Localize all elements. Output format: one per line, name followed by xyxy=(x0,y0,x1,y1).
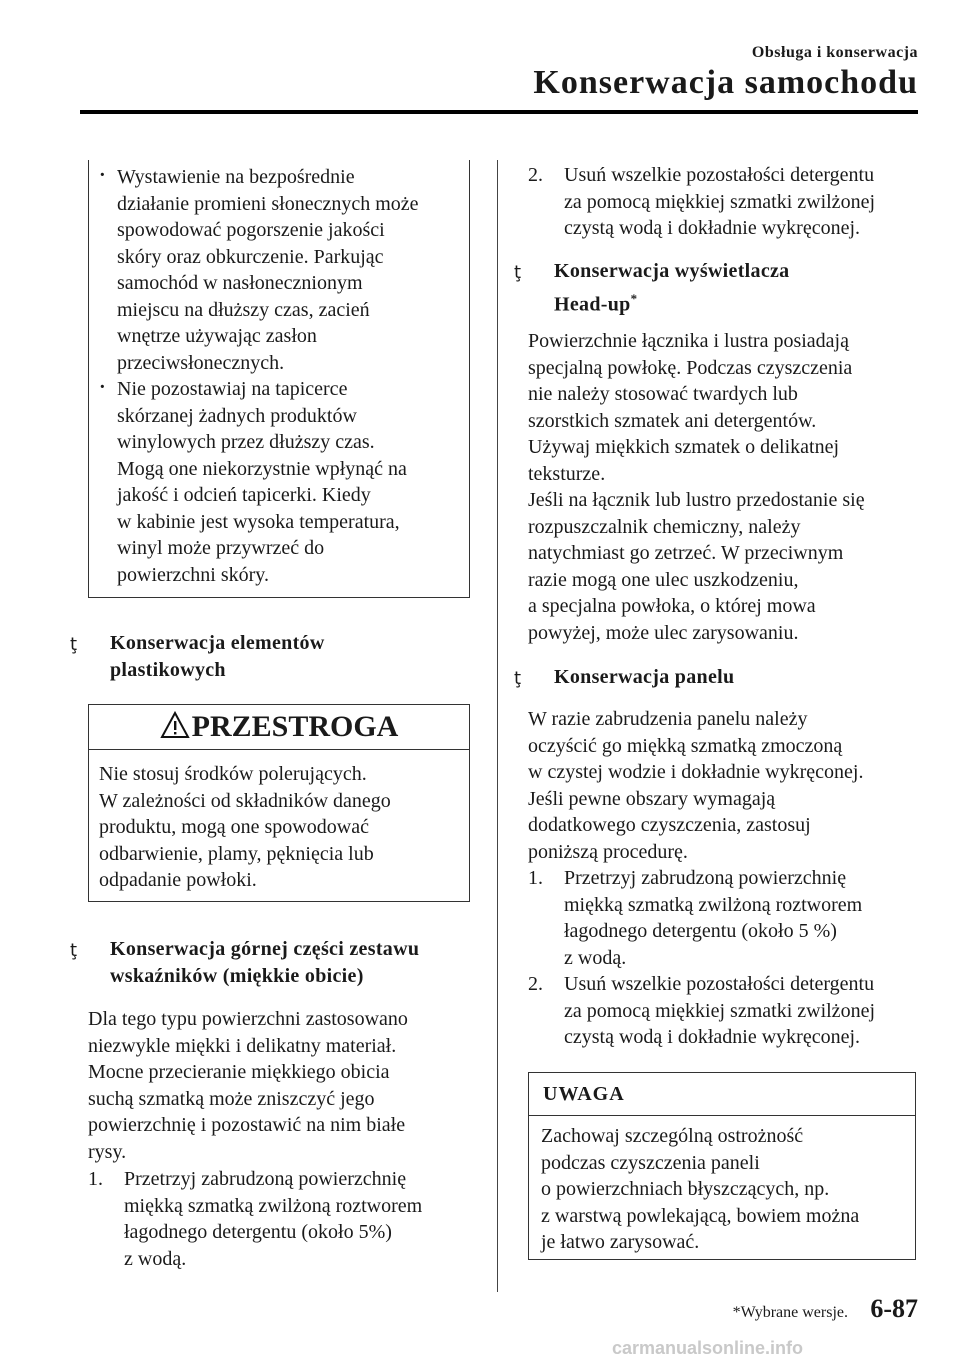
text-line: podczas czyszczenia paneli xyxy=(541,1151,760,1174)
text-line: Zachowaj szczególną ostrożność xyxy=(541,1125,804,1147)
text-line: Usuń wszelkie pozostałości detergentu xyxy=(564,973,875,995)
text-line: oczyścić go miękką szmatką zmoczoną xyxy=(528,734,843,757)
text-line: Nie stosuj środków polerujących. xyxy=(99,763,367,785)
text-line: winyl może przywrzeć do xyxy=(117,537,325,559)
text-line: poniższą procedurę. xyxy=(528,840,688,863)
text-line: dodatkowego czyszczenia, zastosuj xyxy=(528,814,811,836)
text-line: suchą szmatką może zniszczyć jego xyxy=(88,1087,375,1110)
note-box xyxy=(528,1072,916,1260)
text-line: przeciwsłonecznych. xyxy=(117,351,285,374)
text-line: z warstwą powlekającą, bowiem można xyxy=(541,1204,860,1227)
text-line: skóry oraz obkurczenie. Parkując xyxy=(117,245,384,268)
text-line: łagodnego detergentu (około 5%) xyxy=(124,1221,392,1243)
step-number: 1. xyxy=(528,867,543,889)
text-line: czystą wodą i dokładnie wykręconej. xyxy=(564,217,861,239)
text-line: miejscu na dłuższy czas, zacień xyxy=(117,298,370,321)
text-line: Usuń wszelkie pozostałości detergentu xyxy=(564,164,875,186)
text-line: wnętrze używając zasłon xyxy=(117,325,317,347)
text-line: W zależności od składników danego xyxy=(99,789,391,812)
text-line: nie należy stosować twardych lub xyxy=(528,383,798,405)
text-line: natychmiast go zetrzeć. W przeciwnym xyxy=(528,542,844,564)
text-line: Używaj miękkich szmatek o delikatnej xyxy=(528,436,840,458)
section-body xyxy=(528,706,863,865)
text-line: odpadanie powłoki. xyxy=(99,869,257,891)
text-line: W razie zabrudzenia panelu należy xyxy=(528,708,808,730)
text-line: za pomocą miękkiej szmatki zwilżonej xyxy=(564,190,875,213)
section-heading: Konserwacja elementów plastikowych xyxy=(110,632,325,681)
text-line: specjalną powłokę. Podczas czyszczenia xyxy=(528,356,853,379)
text-line: Nie pozostawiaj na tapicerce xyxy=(117,378,348,400)
header-rule xyxy=(80,110,918,114)
text-line: powyżej, może ulec zarysowaniu. xyxy=(528,621,799,644)
text-line: Dla tego typu powierzchni zastosowano xyxy=(88,1008,408,1030)
footnote: *Wybrane wersje. xyxy=(732,1304,848,1321)
chapter-label: Obsługa i konserwacja xyxy=(751,44,918,61)
section-marker-icon: ţ xyxy=(70,940,78,961)
section-body xyxy=(88,1006,408,1165)
text-line: jakość i odcień tapicerki. Kiedy xyxy=(117,484,371,506)
warning-icon xyxy=(160,711,190,739)
text-line: powierzchni skóry. xyxy=(117,563,269,586)
text-line: niezwykle miękki i delikatny materiał. xyxy=(88,1034,397,1057)
text-line: a specjalna powłoka, o której mowa xyxy=(528,595,816,617)
text-line: w kabinie jest wysoka temperatura, xyxy=(117,510,400,533)
caution-title: PRZESTROGA xyxy=(191,710,399,743)
text-line: razie mogą one ulec uszkodzeniu, xyxy=(528,568,799,591)
text-line: czystą wodą i dokładnie wykręconej. xyxy=(564,1026,861,1048)
text-line: odbarwienie, plamy, pęknięcia lub xyxy=(99,842,374,865)
caution-header xyxy=(89,705,469,750)
text-line: samochód w nasłonecznionym xyxy=(117,272,363,294)
text-line: Mocne przecieranie miękkiego obicia xyxy=(88,1061,390,1083)
column-divider xyxy=(497,160,498,1292)
caution-box xyxy=(88,704,470,902)
text-line: łagodnego detergentu (około 5 %) xyxy=(564,920,837,942)
text-line: powierzchnię i pozostawić na nim białe xyxy=(88,1114,406,1136)
text-line: spowodować pogorszenie jakości xyxy=(117,219,385,241)
text-line: Jeśli pewne obszary wymagają xyxy=(528,787,776,810)
step-number: 1. xyxy=(88,1168,103,1190)
text-line: działanie promieni słonecznych może xyxy=(117,192,419,215)
text-line: za pomocą miękkiej szmatki zwilżonej xyxy=(564,999,875,1022)
section-marker-icon: ţ xyxy=(70,634,78,655)
text-line: Mogą one niekorzystnie wpłynąć na xyxy=(117,457,407,480)
text-line: z wodą. xyxy=(564,946,627,969)
text-line: Przetrzyj zabrudzoną powierzchnię xyxy=(124,1168,407,1190)
text-line: miękką szmatką zwilżoną roztworem xyxy=(124,1194,423,1217)
text-line: skórzanej żadnych produktów xyxy=(117,404,357,427)
text-line: z wodą. xyxy=(124,1247,187,1270)
text-line: produktu, mogą one spowodować xyxy=(99,816,369,838)
page-number: 6-87 xyxy=(870,1294,918,1323)
section-heading: Konserwacja górnej części zestawu wskaźników (miękkie obicie) xyxy=(110,938,420,987)
section-marker-icon: ţ xyxy=(514,262,522,283)
text-line: w czystej wodzie i dokładnie wykręconej. xyxy=(528,761,864,783)
bullet-dot: · xyxy=(99,376,106,398)
text-line: miękką szmatką zwilżoną roztworem xyxy=(564,893,863,916)
bullet-dot: · xyxy=(99,164,106,186)
text-line: teksturze. xyxy=(528,462,606,485)
text-line: o powierzchniach błyszczących, np. xyxy=(541,1178,830,1200)
text-line: Powierzchnie łącznika i lustra posiadają xyxy=(528,330,849,352)
bullet-box xyxy=(88,160,470,598)
section-marker-icon: ţ xyxy=(514,668,522,689)
page-title: Konserwacja samochodu xyxy=(533,64,918,101)
section-heading: Konserwacja panelu xyxy=(554,666,735,688)
text-line: szorstkich szmatek ani detergentów. xyxy=(528,409,817,432)
text-line: Wystawienie na bezpośrednie xyxy=(117,166,355,188)
text-line: rysy. xyxy=(88,1140,127,1163)
step-number: 2. xyxy=(528,973,543,995)
section-body xyxy=(528,328,865,646)
watermark: carmanualsonline.info xyxy=(612,1338,804,1358)
note-header: UWAGA xyxy=(529,1073,915,1116)
text-line: winylowych przez dłuższy czas. xyxy=(117,431,375,453)
text-line: je łatwo zarysować. xyxy=(541,1231,700,1253)
section-heading: Konserwacja wyświetlacza Head-up* xyxy=(554,260,790,316)
step-number: 2. xyxy=(528,164,543,186)
text-line: Jeśli na łącznik lub lustro przedostanie się xyxy=(528,489,865,511)
text-line: Przetrzyj zabrudzoną powierzchnię xyxy=(564,867,847,889)
text-line: rozpuszczalnik chemiczny, należy xyxy=(528,515,801,538)
